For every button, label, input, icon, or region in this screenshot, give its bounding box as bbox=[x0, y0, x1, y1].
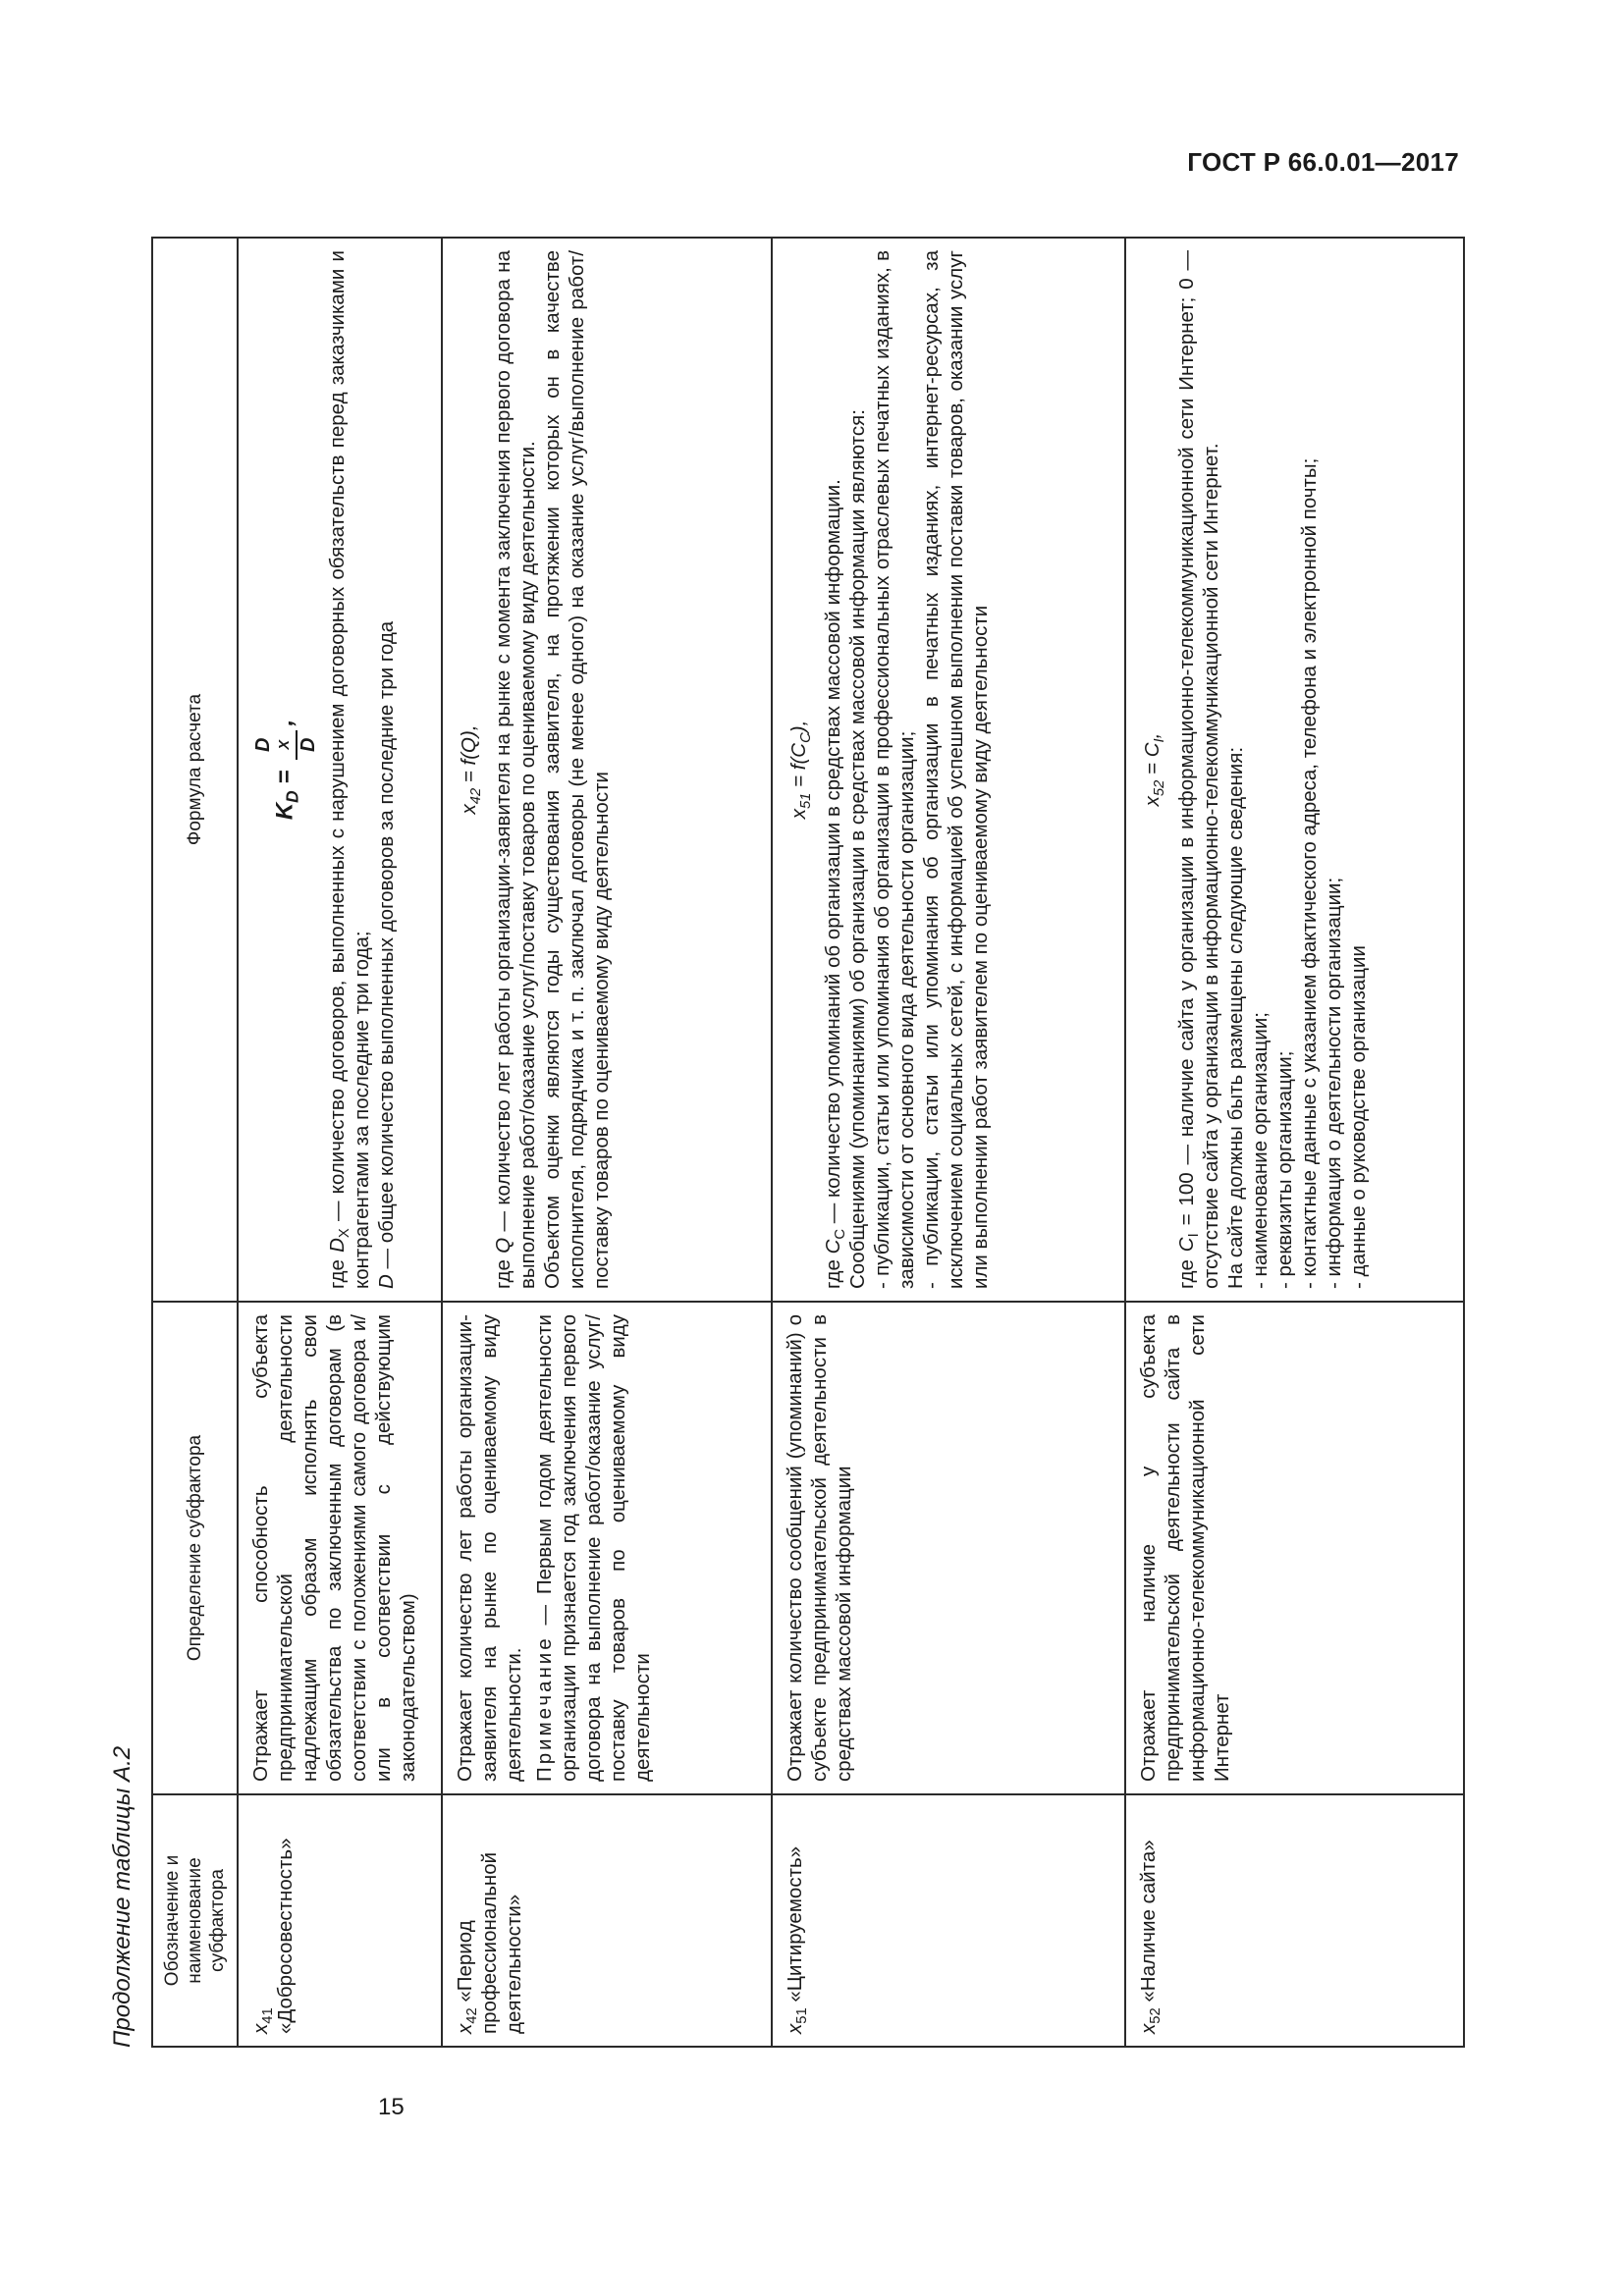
column-header-definition: Определение субфактора bbox=[152, 1302, 238, 1794]
list-item: - наименование организации; bbox=[1249, 1012, 1272, 1289]
rotated-table-region bbox=[108, 237, 1424, 2048]
column-header-designation: Обозначение и наименование субфактора bbox=[152, 1794, 238, 2047]
note-label: Примечание bbox=[533, 1635, 556, 1782]
subfactor-formula bbox=[772, 238, 1125, 1302]
table-header-row bbox=[152, 238, 238, 2047]
subfactor-definition: Отражает количество лет работы организации-заявителя на рынке по оцениваемому виду деятельности. Примечание — Первым годом деятельности организации признается год заключения первого договора на выполнение работ/оказание услуг/поставку товаров по оцениваемому виду деятельности bbox=[442, 1302, 772, 1794]
table-row bbox=[442, 238, 772, 2047]
subfactor-formula bbox=[442, 238, 772, 1302]
table-row bbox=[772, 238, 1125, 2047]
subfactor-formula bbox=[1125, 238, 1464, 1302]
list-item: - публикации, статьи или упоминания об организации в профессиональных отраслевых печатных изданиях, в зависимости от основного вида деятельности организации; bbox=[871, 250, 918, 1289]
list-item: Сообщениями (упоминаниями) об организации в средствах массовой информации являются: bbox=[846, 409, 869, 1289]
column-header-formula: Формула расчета bbox=[152, 238, 238, 1302]
list-item: - данные о руководстве организации bbox=[1347, 945, 1370, 1289]
table-row bbox=[1125, 238, 1464, 2047]
formula-expression: $x_{52} = C_I$, bbox=[1141, 732, 1168, 807]
subfactor-designation: $x_{41}$ «Добросовестность» bbox=[238, 1794, 442, 2047]
formula-explanation: где $D_X$ — количество договоров, выполненных с нарушением договорных обязательств перед заказчиками и контрагентами за последние три года; bbox=[326, 250, 373, 1289]
subfactor-table bbox=[151, 237, 1465, 2048]
subfactor-definition: Отражает количество сообщений (упоминаний) о субъекте предпринимательской деятельности в средствах массовой информации bbox=[772, 1302, 1125, 1794]
list-item: - публикации, статьи или упоминания об организации в печатных изданиях, интернет-ресурсах, за исключением социальных сетей, с информацией об успешном выполнении поставки товаров, оказании услуг или выполнении работ заявителем по оцениваемому виду деятельности bbox=[920, 250, 992, 1289]
subfactor-name: «Наличие сайта» bbox=[1137, 1840, 1160, 2002]
list-item: На сайте должны быть размещены следующие сведения: bbox=[1224, 746, 1247, 1289]
formula-fraction: D X D bbox=[252, 730, 319, 760]
table-row bbox=[238, 238, 442, 2047]
list-item: - контактные данные с указанием фактического адреса, телефона и электронной почты; bbox=[1298, 457, 1321, 1289]
subfactor-name: «Цитируемость» bbox=[784, 1845, 806, 2002]
formula-explanation: где $C_C$ — количество упоминаний об организации в средствах массовой информации. bbox=[822, 479, 849, 1289]
subfactor-designation: $x_{42}$ «Период профессиональной деятельности» bbox=[442, 1794, 772, 2047]
formula-explanation: где Q — количество лет работы организации-заявителя на рынке с момента заключения первого договора на выполнение работ/оказание услуг/поставку товаров по оцениваемому виду деятельности. bbox=[492, 250, 539, 1289]
formula-expression: $x_{51} = f(C_C)$, bbox=[787, 720, 815, 820]
table-caption: Продолжение таблицы А.2 bbox=[109, 1745, 135, 2048]
formula-explanation: D — общее количество выполненных договоров за последние три года bbox=[375, 620, 398, 1289]
list-item: - реквизиты организации; bbox=[1273, 1050, 1296, 1289]
formula-expression: $K_D$ = D X D , bbox=[252, 719, 319, 821]
formula-explanation: Объектом оценки являются годы существования заявителя, на протяжении которых он в качестве исполнителя, подрядчика и т. п. заключал договоры (не менее одного) на оказание услуг/выполнение работ/поставку товаров по оцениваемому виду деятельности bbox=[541, 250, 613, 1289]
subfactor-definition: Отражает наличие у субъекта предпринимательской деятельности сайта в информационно-телекоммуникационной сети Интернет bbox=[1125, 1302, 1464, 1794]
formula-expression: $x_{42} = f(Q)$, bbox=[458, 724, 485, 815]
document-code: ГОСТ Р 66.0.01—2017 bbox=[1187, 147, 1459, 177]
page-number: 15 bbox=[378, 2094, 405, 2120]
formula-explanation: где $C_I = 100$ — наличие сайта у организации в информационно-телекоммуникационной сети Интернет; 0 — отсутствие сайта у организации в информационно-телекоммуникационной сети Интернет. bbox=[1175, 250, 1222, 1289]
list-item: - информация о деятельности организации; bbox=[1323, 877, 1345, 1289]
subfactor-definition: Отражает способность субъекта предпринимательской деятельности надлежащим образом исполнять свои обязательства по заключенным договорам (в соответствии с положениями самого договора и/или в соответствии с действующим законодательством) bbox=[238, 1302, 442, 1794]
subfactor-designation: $x_{52}$ «Наличие сайта» bbox=[1125, 1794, 1464, 2047]
subfactor-designation: $x_{51}$ «Цитируемость» bbox=[772, 1794, 1125, 2047]
subfactor-formula bbox=[238, 238, 442, 1302]
subfactor-name: «Период профессиональной деятельности» bbox=[454, 1851, 525, 2034]
subfactor-name: «Добросовестность» bbox=[274, 1838, 297, 2034]
